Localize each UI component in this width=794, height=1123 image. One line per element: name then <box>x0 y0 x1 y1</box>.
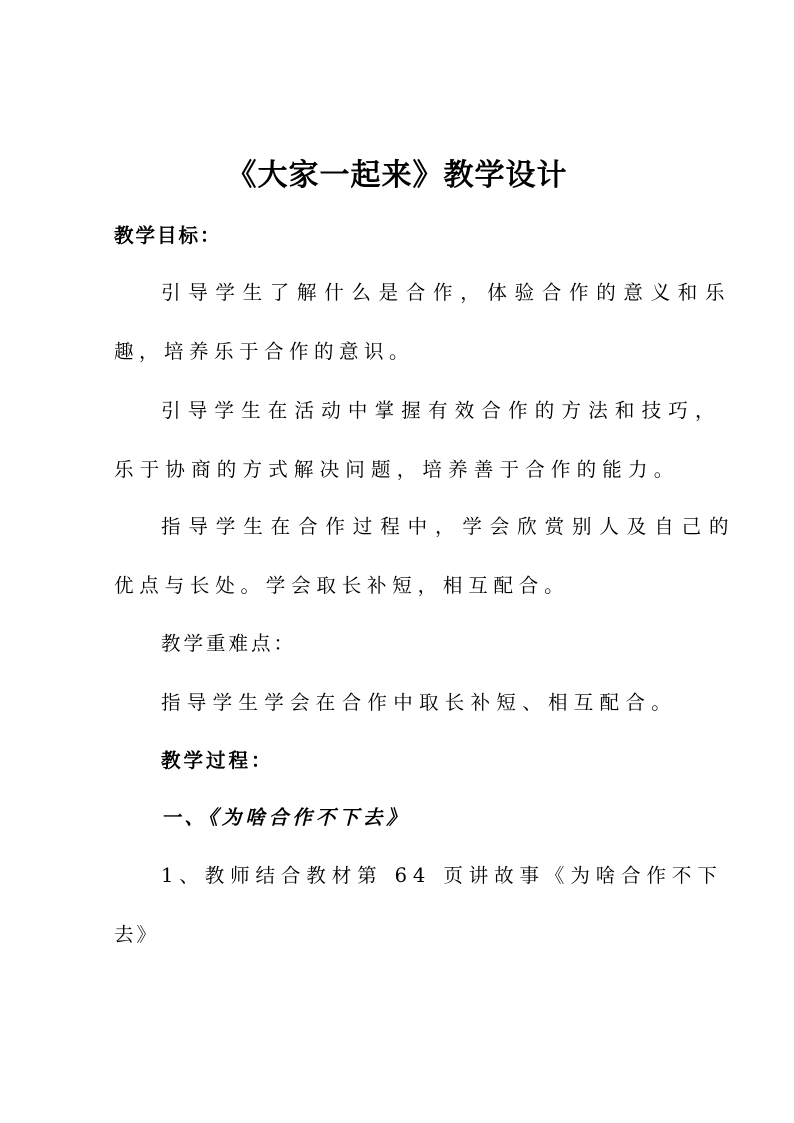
section-heading-objectives: 教学目标： <box>114 224 222 247</box>
paragraph-line: 去》 <box>114 923 160 946</box>
subsection-heading: 一、《为啥合作不下去》 <box>161 806 410 829</box>
paragraph-line: 指导学生在合作过程中，学会欣赏别人及自己的 <box>161 515 737 538</box>
paragraph-line: 1、教师结合教材第 64 页讲故事《为啥合作不下 <box>161 864 723 887</box>
section-heading-key-points: 教学重难点： <box>161 632 297 655</box>
paragraph-line: 引导学生在活动中掌握有效合作的方法和技巧， <box>161 399 722 422</box>
paragraph-line: 趣，培养乐于合作的意识。 <box>114 340 415 363</box>
paragraph-line: 乐于协商的方式解决问题，培养善于合作的能力。 <box>114 458 680 481</box>
paragraph-line: 引导学生了解什么是合作，体验合作的意义和乐 <box>161 281 733 304</box>
paragraph-line: 优点与长处。学会取长补短，相互配合。 <box>114 574 570 597</box>
paragraph-line: 指导学生学会在合作中取长补短、相互配合。 <box>161 691 678 714</box>
section-heading-process: 教学过程： <box>161 749 274 772</box>
document-title: 《大家一起来》教学设计 <box>226 158 568 193</box>
